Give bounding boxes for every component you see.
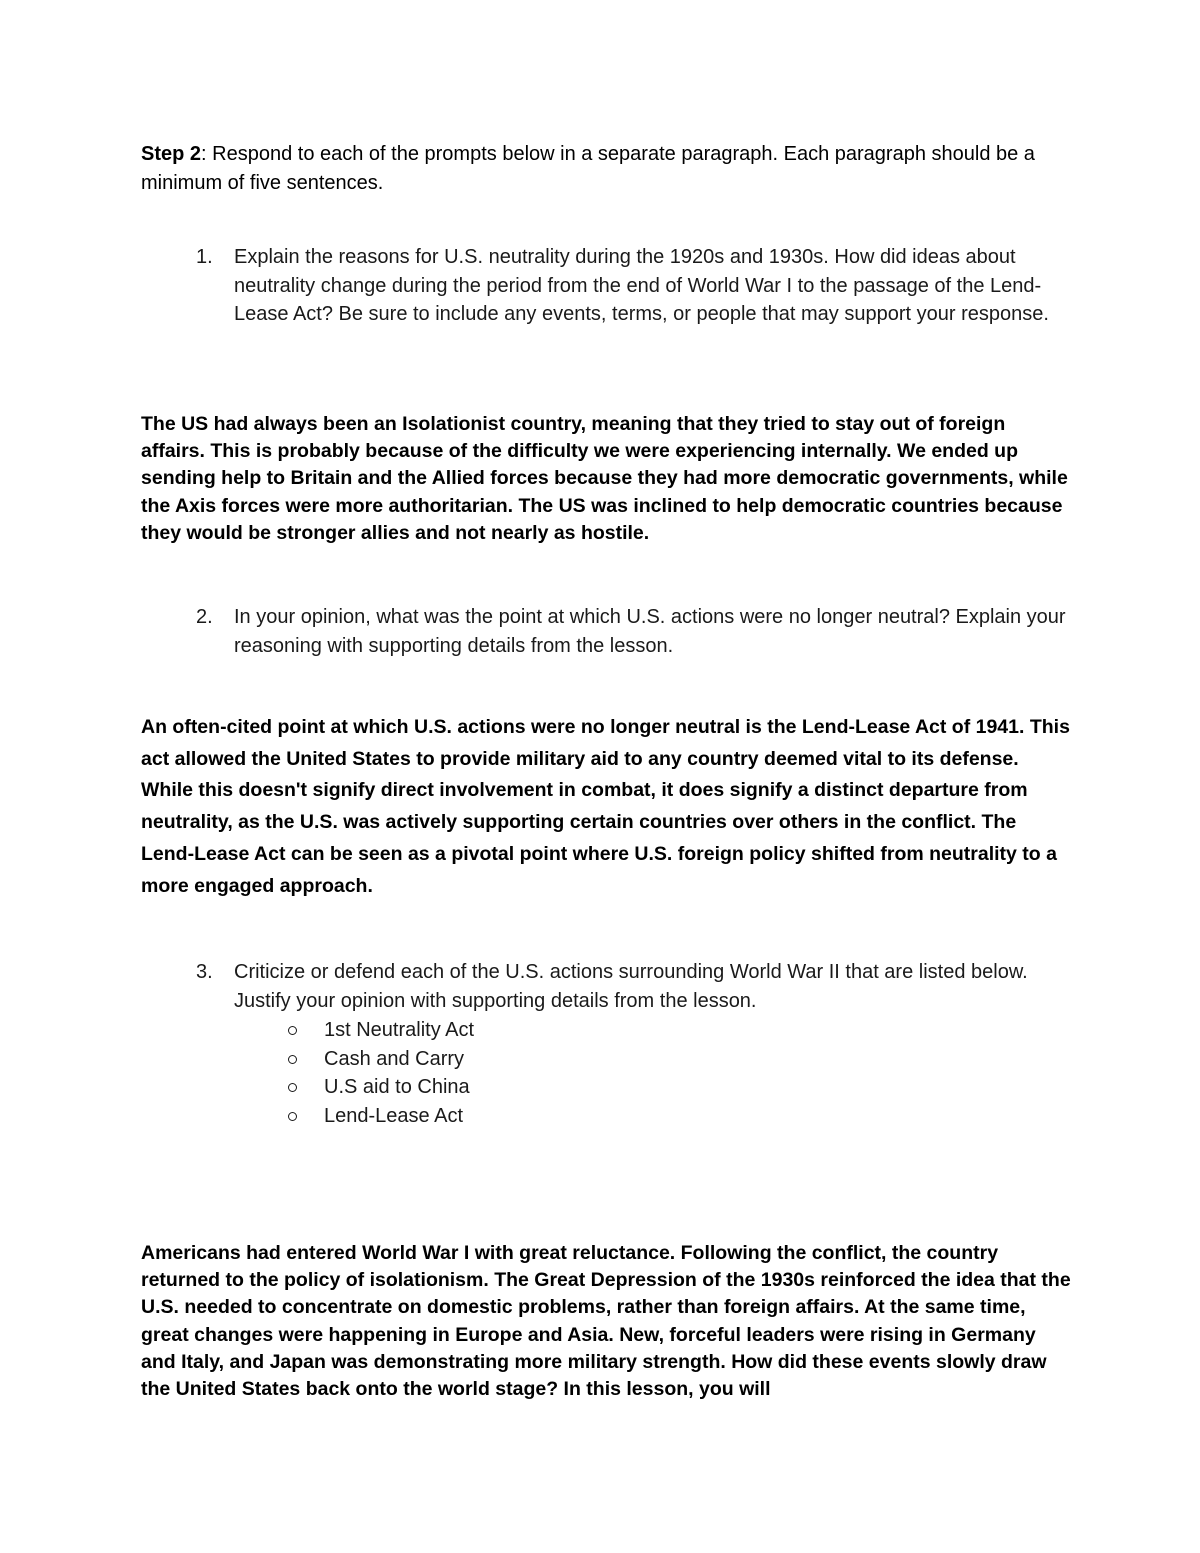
list-item (288, 1016, 474, 1045)
answer-2: An often-cited point at which U.S. actions were no longer neutral is the Lend-Lease Act of 1941. This act allowed the United States to provide military aid to any country deemed vital to its defense. While this doesn't signify direct involvement in combat, it does signify a distinct departure from neutrality, as the U.S. was actively supporting certain countries over others in the conflict. The Lend-Lease Act can be seen as a pivotal point where U.S. foreign policy shifted from neutrality to a more engaged approach. (141, 716, 1070, 897)
list-item (288, 1102, 474, 1131)
answer-3: Americans had entered World War I with great reluctance. Following the conflict, the country returned to the policy of isolationism. The Great Depression of the 1930s reinforced the idea that the U.S. needed to concentrate on domestic problems, rather than foreign affairs. At the same time, great changes were happening in Europe and Asia. New, forceful leaders were rising in Germany and Italy, and Japan was demonstrating more military strength. How did these events slowly draw the United States back onto the world stage? In this lesson, you will (141, 1242, 1071, 1401)
answer-1: The US had always been an Isolationist country, meaning that they tried to stay out of foreign affairs. This is probably because of the difficulty we were experiencing internally. We ended up sending help to Britain and the Allied forces because they had more democratic governments, while the Axis forces were more authoritarian. The US was inclined to help democratic countries because they would be stronger allies and not nearly as hostile. (141, 413, 1068, 544)
list-item-text: Lend-Lease Act (324, 1104, 463, 1127)
prompt-2-text: In your opinion, what was the point at which U.S. actions were no longer neutral? Explain your reasoning with supporting details from the lesson. (234, 606, 1066, 657)
prompt-3-number: 3. (196, 961, 213, 983)
prompt-3-action-list (288, 1016, 474, 1130)
hollow-circle-bullet-icon (288, 1083, 297, 1092)
list-item-text: 1st Neutrality Act (324, 1019, 475, 1041)
step-instructions (141, 140, 1071, 197)
hollow-circle-bullet-icon (288, 1026, 297, 1035)
hollow-circle-bullet-icon (288, 1112, 297, 1121)
prompt-2 (196, 603, 1071, 660)
list-item-text: Cash and Carry (324, 1047, 465, 1070)
prompt-3 (196, 958, 1071, 1015)
prompt-2-number: 2. (196, 606, 213, 628)
prompt-3-text: Criticize or defend each of the U.S. actions surrounding World War II that are listed below. Justify your opinion with supporting details from the lesson. (234, 961, 1028, 1012)
prompt-1-text: Explain the reasons for U.S. neutrality during the 1920s and 1930s. How did ideas about neutrality change during the period from the end of World War I to the passage of the Lend-Lease Act? Be sure to include any events, terms, or people that may support your response. (234, 246, 1049, 325)
step-label: Step 2 (141, 143, 202, 165)
list-item (288, 1045, 474, 1074)
hollow-circle-bullet-icon (288, 1055, 297, 1064)
prompt-1 (196, 243, 1071, 329)
list-item (288, 1073, 474, 1102)
prompt-1-number: 1. (196, 246, 213, 268)
list-item-text: U.S aid to China (324, 1076, 470, 1098)
step-text: : Respond to each of the prompts below in a separate paragraph. Each paragraph should be a minimum of five sentences. (141, 143, 1035, 194)
